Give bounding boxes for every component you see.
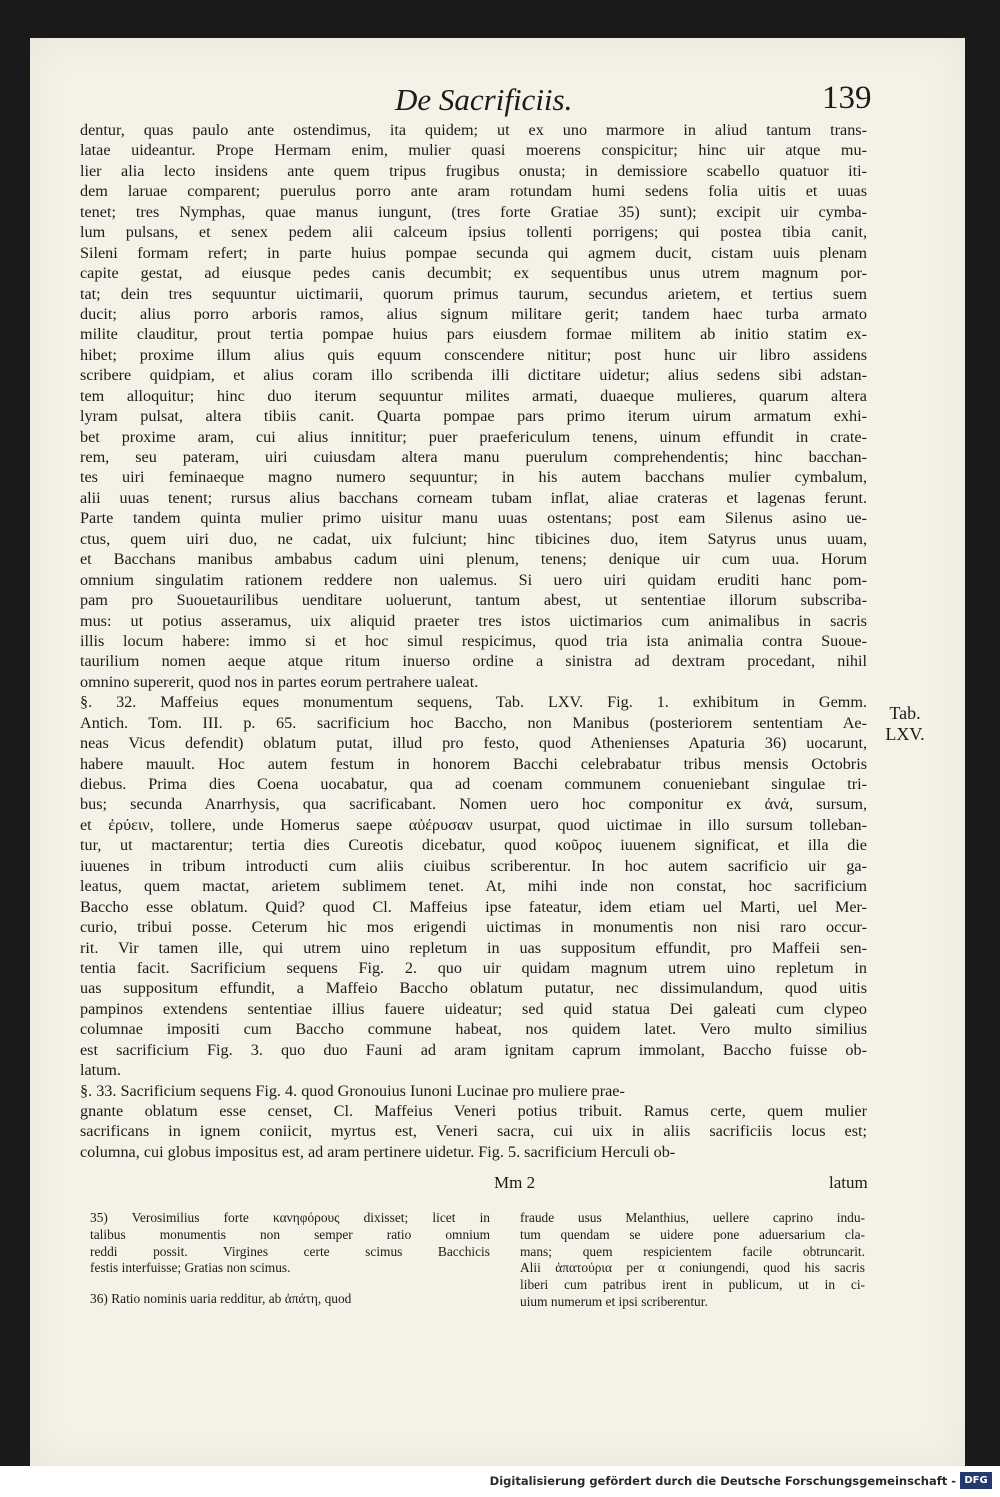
text-line: lyram pulsat, altera tibiis canit. Quarta pompae pars primo iterum uirum armatum exhi- [80,407,867,426]
text-line: illis locum habere: immo si et hoc simul respicimus, quod tria ista animalia contra Suoue- [80,631,867,650]
text-line: rem, seu pateram, uiri cuiusdam altera manu puerulum comprehendentis; hinc bacchan- [80,448,867,466]
catchword: latum [829,1173,868,1192]
text-line: tenet; tres Nymphas, quae manus iungunt, (tres forte Gratiae 35) sunt); excipit uir cymba- [80,202,867,221]
text-line: iuuenes in tribum introducti cum aliis ciuibus scriberentur. In hoc autem sacrificio uir ga- [80,856,867,875]
text-line: gnante oblatum esse censet, Cl. Maffeius Veneri potius tribuit. Ramus certe, quem mulier [80,1102,867,1120]
margin-note-number: LXV. [885,724,925,744]
text-line: taurilium nomen aeque atque ritum inuerso ordine a sinistra ad dextram procedant, nihil [80,652,867,671]
text-line: Baccho esse oblatum. Quid? quod Cl. Maffeius ipse fateatur, idem etiam uel Marti, uel Mer- [80,897,867,916]
text-line: lier alia lecto insidens ante quem tripus frugibus onusta; in demissiore scabello quatuor iti- [80,161,867,180]
body-text [80,120,867,1162]
margin-note-tab: Tab. [889,703,921,723]
running-title: De Sacrificiis. [395,82,573,117]
text-line: est sacrificium Fig. 3. quo duo Fauni ad aram ignitam caprum immolant, Baccho fuisse ob- [80,1040,867,1059]
text-line: festis interfuisse; Gratias non scimus. [90,1260,291,1276]
text-line: alii uuas tenent; rursus alius bacchans corneam tubam inflat, aliae crateras et lagenas ferunt. [80,488,867,507]
text-line: curio, tribui posse. Ceterum hic mos erigendi uictimas in monumentis non nisi raro occur- [80,918,867,937]
text-line: §. 32. Maffeius eques monumentum sequens, Tab. LXV. Fig. 1. exhibitum in Gemm. [80,693,867,712]
footnotes-right-column [520,1210,865,1311]
text-line: ctus, quem uiri duo, ne cadat, uix fulciunt; hinc tibicines duo, item Satyrus unus uuam, [80,529,867,548]
text-line: neas Vicus defendit) oblatum putat, illud pro festo, quod Athenienses Apaturia 36) uocarunt, [80,734,867,753]
text-line: leatus, quem mactat, arietem sublimem tenet. At, mihi inde non constat, hoc sacrificium [80,877,867,896]
text-line: fraude usus Melanthius, uellere caprino indu- [520,1210,865,1225]
text-line: scribere quidpiam, et alius coram illo scribenda illi dictitare uidetur; alius sedens sibi adstan- [80,366,867,385]
text-line: uas suppositum effundit, a Maffeio Baccho oblatum putatur, nec dissimulandum, quod uitis [80,979,867,998]
text-line: uium numerum et ipsi scriberentur. [520,1293,708,1309]
text-line: diebus. Prima dies Coena uocabatur, qua ad coenam communem conueniebant singulae tri- [80,775,867,793]
text-line: ducit; alius porro arboris ramos, alius signum militare gerit; tandem haec turba armato [80,304,867,323]
text-line: Antich. Tom. III. p. 65. sacrificium hoc Baccho, non Manibus (posteriorem sententiam Ae- [80,713,867,732]
text-line: tum quendam se uidere pone aduersarium cla- [520,1226,865,1242]
signature-mark: Mm 2 [494,1173,536,1192]
text-line: mans; quem respicientem facile obtruncarit. [520,1243,865,1259]
text-line: tur, ut mactarentur; tertia dies Cureotis dicebatur, quod κοῦρος iuuenem significat, et illa die [80,836,867,855]
dfg-logo-icon: DFG [960,1472,992,1489]
text-line: reddi possit. Virgines certe scimus Bacchicis [90,1243,490,1259]
text-line: latum. [80,1061,121,1080]
text-line: Sileni formam refert; in parte huius pompae secunda qui agmem ducit, cistam uuis plenam [80,243,867,262]
page-number: 139 [822,80,872,116]
text-line: liberi cum patribus irent in publicum, ut in ci- [520,1277,865,1293]
text-line: Alii ἁπατούρια per α coniungendi, quod his sacris [520,1260,865,1276]
text-line: omnino supererit, quod nos in partes eorum pertrahere ualeat. [80,672,479,691]
text-line: columnae impositi cum Baccho commune habeat, nos quidem latet. Vero multo similius [80,1020,867,1039]
text-line: tentia facit. Sacrificium sequens Fig. 2. quo uir quidam magnum utrem uino repletum in [80,958,867,977]
text-line: 36) Ratio nominis uaria redditur, ab ἀπάτη, quod [90,1291,352,1307]
text-line: pampinos extendens sententiae illius fauere uideatur; sed quid statua Dei galeati cum clypeo [80,999,867,1018]
text-line: rit. Vir tamen ille, qui utrem uino repletum in uas suppositum effundit, pro Maffeii sen- [80,938,867,957]
text-line: pam pro Suouetaurilibus uenditare uoluerunt, tantum abest, ut sententiae illorum subscriba- [80,591,867,610]
text-line: tem alloquitur; hinc duo iterum sequuntur milites armati, duaeque mulieres, quarum altera [80,386,867,405]
text-line: tes uiri feminaeque magno numero sequuntur; in his autem bacchans mulier cymbalum, [80,468,867,487]
text-line: bus; secunda Anarrhysis, qua sacrificabant. Nomen uero hoc componitur ex ἀνά, sursum, [80,795,867,814]
text-line: talibus monumentis non semper ratio omnium [90,1226,490,1242]
text-line: omnium singulatim rationem reddere non ualemus. Si uero uiri quidam eruditi hanc pom- [80,570,867,589]
text-line: §. 33. Sacrificium sequens Fig. 4. quod Gronouius Iunoni Lucinae pro muliere prae- [80,1081,625,1100]
text-line: hibet; proxime illum alius quis equum conscendere nititur; post hunc uir libro assidens [80,345,867,364]
text-line: Parte tandem quinta mulier primo uisitur manu uuas ostentans; post eam Silenus asino ue- [80,509,867,528]
text-line: bet proxime aram, cui alius innititur; puer praefericulum tenens, uinum effundit in crate- [80,427,867,446]
text-line: dentur, quas paulo ante ostendimus, ita quidem; ut ex uno marmore in aliud tantum trans- [80,121,867,139]
text-line: lum pulsans, et senex pedem alii calceum ipsius tollenti porrigens; qui postea tibia canit, [80,223,867,242]
text-line: mus: ut potius asseramus, uix aliquid praeter tres istos uictimarios cum animalibus in sacris [80,611,867,630]
text-line: latae uideantur. Prope Hermam enim, mulier quasi moerens conspicitur; hinc uir atque mu- [80,141,867,160]
text-line: dem laruae comparent; puerulus porro ante aram rotundam humi sedens folia uitis et uuas [80,182,867,201]
text-line: et ἐρύειν, tollere, unde Homerus saepe αὐέρυσαν usurpat, quod uictimae in illo sursum tolleban- [80,815,867,834]
text-line: et Bacchans manibus ambabus cadum uini plenum, tenens; denique uir cum uua. Horum [80,550,867,569]
text-line: sacrificans in ignem coniicit, myrtus est, Veneri sacra, cui uix in aliis sacrificiis locus est; [80,1122,867,1141]
funding-notice: Digitalisierung gefördert durch die Deutsche Forschungsgemeinschaft - [489,1474,956,1488]
text-line: 35) Verosimilius forte κανηφόρους dixisset; licet in [90,1210,490,1225]
text-line: milite clauditur, prout tertia pompae huius pars eiusdem formae militem ab initio statim ex- [80,325,867,344]
text-line: tat; dein tres sequuntur uictimarii, quorum primus taurum, secundus arietem, et tertius suem [80,284,867,303]
margin-note [875,703,935,745]
book-page [30,38,965,1466]
footnotes-left-column [90,1210,490,1308]
text-line: columna, cui globus impositus est, ad aram pertinere uidetur. Fig. 5. sacrificium Herculi ob- [80,1142,676,1161]
text-line: capite gestat, ad eiusque pedes canis decumbit; ex sequentibus unus utrem magnum por- [80,264,867,283]
text-line: habere mauult. Hoc autem festum in honorem Bacchi celebrabatur tribus mensis Octobris [80,754,867,773]
digitization-footer [0,1466,1000,1497]
